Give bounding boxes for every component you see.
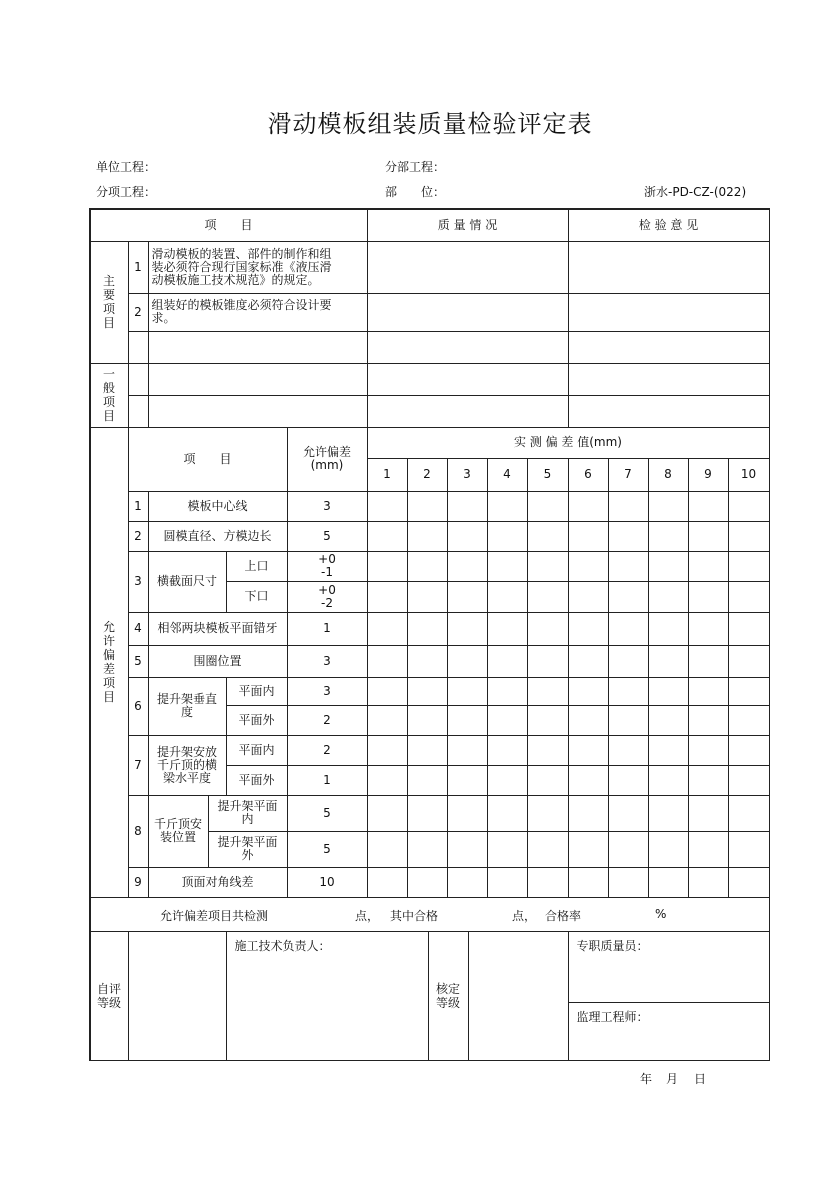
measured-value-cell[interactable] xyxy=(568,867,609,898)
tolerance-row-number: 2 xyxy=(128,521,149,552)
measured-value-cell[interactable] xyxy=(487,795,528,832)
measured-value-cell[interactable] xyxy=(527,677,569,706)
tolerance-item-header: 项 目 xyxy=(128,427,288,492)
measured-value-cell[interactable] xyxy=(487,491,528,522)
measured-value-cell[interactable] xyxy=(447,645,488,678)
general-item-text[interactable] xyxy=(148,363,368,396)
measured-value-cell[interactable] xyxy=(447,581,488,613)
measured-value-cell[interactable] xyxy=(568,581,609,613)
measure-column-number: 9 xyxy=(688,458,729,492)
main-item-text: 组装好的模板锥度必须符合设计要 求。 xyxy=(148,293,368,332)
quality-cell[interactable] xyxy=(367,331,569,364)
measured-value-cell[interactable] xyxy=(367,521,408,552)
measured-value-cell[interactable] xyxy=(728,795,770,832)
measured-value-cell[interactable] xyxy=(367,551,408,582)
measured-value-cell[interactable] xyxy=(407,795,448,832)
measured-value-cell[interactable] xyxy=(527,735,569,766)
measured-value-cell[interactable] xyxy=(688,795,729,832)
measured-value-cell[interactable] xyxy=(688,867,729,898)
measured-value-cell[interactable] xyxy=(608,765,649,796)
measured-value-cell[interactable] xyxy=(367,581,408,613)
measured-value-cell[interactable] xyxy=(487,521,528,552)
header-opinion: 检 验 意 见 xyxy=(568,209,770,242)
quality-cell[interactable] xyxy=(367,363,569,396)
measured-value-cell[interactable] xyxy=(568,677,609,706)
measured-value-cell[interactable] xyxy=(487,735,528,766)
tolerance-item-name: 横截面尺寸 xyxy=(148,551,227,613)
tolerance-subitem-name: 平面外 xyxy=(226,765,288,796)
measured-value-cell[interactable] xyxy=(728,735,770,766)
measure-column-number: 3 xyxy=(447,458,488,492)
measured-value-cell[interactable] xyxy=(407,735,448,766)
main-item-number xyxy=(128,331,149,364)
measured-value-cell[interactable] xyxy=(608,551,649,582)
measured-value-cell[interactable] xyxy=(608,867,649,898)
allowed-deviation-value: 1 xyxy=(287,765,368,796)
measured-value-cell[interactable] xyxy=(728,831,770,868)
measured-value-cell[interactable] xyxy=(407,491,448,522)
measured-value-cell[interactable] xyxy=(608,795,649,832)
measured-value-cell[interactable] xyxy=(568,645,609,678)
measure-column-number: 10 xyxy=(728,458,770,492)
measured-value-cell[interactable] xyxy=(568,521,609,552)
measured-value-cell[interactable] xyxy=(688,581,729,613)
general-item-number xyxy=(128,395,149,428)
measured-value-cell[interactable] xyxy=(608,581,649,613)
measured-value-cell[interactable] xyxy=(487,705,528,736)
tolerance-subitem-name: 提升架平面 外 xyxy=(208,831,288,868)
allowed-deviation-value: +0 -2 xyxy=(287,581,368,613)
measured-value-cell[interactable] xyxy=(648,795,689,832)
measured-value-cell[interactable] xyxy=(688,735,729,766)
tolerance-item-name: 提升架安放 千斤顶的横 梁水平度 xyxy=(148,735,227,796)
self-evaluation-grade[interactable] xyxy=(128,931,227,1061)
measured-value-cell[interactable] xyxy=(367,645,408,678)
measure-column-number: 5 xyxy=(527,458,569,492)
measured-value-cell[interactable] xyxy=(487,831,528,868)
measure-column-number: 2 xyxy=(407,458,448,492)
measured-value-cell[interactable] xyxy=(648,645,689,678)
tolerance-subitem-name: 下口 xyxy=(226,581,288,613)
measured-value-cell[interactable] xyxy=(527,645,569,678)
measured-value-cell[interactable] xyxy=(367,735,408,766)
tolerance-item-name: 模板中心线 xyxy=(148,491,288,522)
measured-value-cell[interactable] xyxy=(527,491,569,522)
measured-value-cell[interactable] xyxy=(487,645,528,678)
measured-value-cell[interactable] xyxy=(688,551,729,582)
main-item-text xyxy=(148,331,368,364)
unit-project-label: 单位工程： xyxy=(96,160,157,174)
measured-value-cell[interactable] xyxy=(407,521,448,552)
tolerance-subitem-name: 平面内 xyxy=(226,677,288,706)
measured-value-cell[interactable] xyxy=(527,867,569,898)
allowed-deviation-value: 1 xyxy=(287,612,368,646)
measured-value-cell[interactable] xyxy=(407,612,448,646)
measured-value-cell[interactable] xyxy=(527,705,569,736)
general-item-text[interactable] xyxy=(148,395,368,428)
measured-value-cell[interactable] xyxy=(407,645,448,678)
measured-value-cell[interactable] xyxy=(728,521,770,552)
measured-value-cell[interactable] xyxy=(648,581,689,613)
allowed-deviation-value: 2 xyxy=(287,705,368,736)
tolerance-subitem-name: 上口 xyxy=(226,551,288,582)
measured-value-cell[interactable] xyxy=(367,765,408,796)
measured-value-cell[interactable] xyxy=(728,705,770,736)
measured-value-cell[interactable] xyxy=(527,581,569,613)
form-code: 浙水-PD-CZ-(022) xyxy=(644,185,747,199)
measured-value-cell[interactable] xyxy=(688,645,729,678)
opinion-cell[interactable] xyxy=(568,363,770,396)
measured-value-cell[interactable] xyxy=(568,765,609,796)
measured-value-cell[interactable] xyxy=(527,831,569,868)
measured-value-cell[interactable] xyxy=(728,677,770,706)
measured-value-cell[interactable] xyxy=(608,612,649,646)
measured-value-cell[interactable] xyxy=(728,551,770,582)
tolerance-row-number: 9 xyxy=(128,867,149,898)
measured-value-cell[interactable] xyxy=(648,677,689,706)
summary-points-label: 点， xyxy=(512,909,537,923)
tolerance-item-name: 圆模直径、方模边长 xyxy=(148,521,288,552)
measured-value-cell[interactable] xyxy=(648,831,689,868)
measured-value-cell[interactable] xyxy=(608,521,649,552)
allowed-deviation-value: 2 xyxy=(287,735,368,766)
main-item-number: 2 xyxy=(128,293,149,332)
measured-value-cell[interactable] xyxy=(407,705,448,736)
measured-value-cell[interactable] xyxy=(487,867,528,898)
measured-value-cell[interactable] xyxy=(447,521,488,552)
tolerance-item-name: 围圈位置 xyxy=(148,645,288,678)
measured-value-cell[interactable] xyxy=(447,705,488,736)
measured-value-cell[interactable] xyxy=(608,735,649,766)
measured-value-cell[interactable] xyxy=(688,705,729,736)
measured-value-cell[interactable] xyxy=(447,551,488,582)
measured-value-cell[interactable] xyxy=(447,491,488,522)
measured-value-cell[interactable] xyxy=(728,491,770,522)
measured-value-cell[interactable] xyxy=(568,795,609,832)
measured-value-cell[interactable] xyxy=(487,581,528,613)
allowed-deviation-value: 3 xyxy=(287,645,368,678)
header-quality: 质 量 情 况 xyxy=(367,209,569,242)
allowed-deviation-value: 5 xyxy=(287,831,368,868)
date-day: 日 xyxy=(694,1072,707,1086)
measured-value-cell[interactable] xyxy=(407,581,448,613)
measured-value-cell[interactable] xyxy=(648,521,689,552)
measured-value-cell[interactable] xyxy=(447,867,488,898)
measured-value-cell[interactable] xyxy=(367,677,408,706)
measured-value-cell[interactable] xyxy=(568,735,609,766)
main-item-text: 滑动模板的装置、部件的制作和组 装必须符合现行国家标准《液压滑 动模板施工技术规范》的规定。 xyxy=(148,241,368,294)
measured-value-cell[interactable] xyxy=(608,677,649,706)
main-item-number: 1 xyxy=(128,241,149,294)
measured-value-cell[interactable] xyxy=(648,705,689,736)
measured-value-cell[interactable] xyxy=(447,677,488,706)
general-items-label: 一 般 项 目 xyxy=(90,363,129,428)
measured-value-cell[interactable] xyxy=(688,491,729,522)
summary-checked-label: 允许偏差项目共检测 xyxy=(160,909,269,923)
quality-officer-signature[interactable]: 专职质量员： xyxy=(568,931,770,1003)
measured-value-cell[interactable] xyxy=(648,867,689,898)
date-year: 年 xyxy=(640,1072,653,1086)
self-evaluation-label: 自评 等级 xyxy=(90,931,129,1061)
tolerance-row-number: 3 xyxy=(128,551,149,613)
tolerance-item-name: 千斤顶安 装位置 xyxy=(148,795,209,868)
measured-value-cell[interactable] xyxy=(487,612,528,646)
measured-value-cell[interactable] xyxy=(648,491,689,522)
summary-points-label: 点， xyxy=(355,909,380,923)
measured-value-cell[interactable] xyxy=(447,831,488,868)
measured-value-cell[interactable] xyxy=(367,831,408,868)
opinion-cell[interactable] xyxy=(568,395,770,428)
measured-value-cell[interactable] xyxy=(447,735,488,766)
measured-value-cell[interactable] xyxy=(568,705,609,736)
measured-value-cell[interactable] xyxy=(527,795,569,832)
opinion-cell[interactable] xyxy=(568,331,770,364)
measure-column-number: 8 xyxy=(648,458,689,492)
measured-value-cell[interactable] xyxy=(728,612,770,646)
main-items-label: 主 要 项 目 xyxy=(90,241,129,364)
measured-value-cell[interactable] xyxy=(728,645,770,678)
opinion-cell[interactable] xyxy=(568,241,770,294)
quality-cell[interactable] xyxy=(367,241,569,294)
measured-value-cell[interactable] xyxy=(407,867,448,898)
general-item-number xyxy=(128,363,149,396)
measured-value-cell[interactable] xyxy=(447,795,488,832)
tolerance-item-name: 相邻两块模板平面错牙 xyxy=(148,612,288,646)
measured-deviation-header: 实 测 偏 差 值(mm) xyxy=(367,427,770,459)
measured-value-cell[interactable] xyxy=(608,645,649,678)
measured-value-cell[interactable] xyxy=(407,677,448,706)
tolerance-subitem-name: 平面内 xyxy=(226,735,288,766)
measured-value-cell[interactable] xyxy=(407,765,448,796)
allowed-deviation-value: 3 xyxy=(287,677,368,706)
measured-value-cell[interactable] xyxy=(728,765,770,796)
measured-value-cell[interactable] xyxy=(367,795,408,832)
measured-value-cell[interactable] xyxy=(648,551,689,582)
measured-value-cell[interactable] xyxy=(527,521,569,552)
measured-value-cell[interactable] xyxy=(367,867,408,898)
measured-value-cell[interactable] xyxy=(688,765,729,796)
division-project-label: 分部工程： xyxy=(385,160,446,174)
measured-value-cell[interactable] xyxy=(688,677,729,706)
tolerance-row-number: 6 xyxy=(128,677,149,736)
measured-value-cell[interactable] xyxy=(487,677,528,706)
form-title: 滑动模板组装质量检验评定表 xyxy=(267,110,593,138)
measured-value-cell[interactable] xyxy=(568,831,609,868)
technical-lead-signature[interactable]: 施工技术负责人： xyxy=(226,931,429,1061)
measured-value-cell[interactable] xyxy=(608,491,649,522)
allowed-deviation-header: 允许偏差 (mm) xyxy=(287,427,368,492)
summary-passed-label: 其中合格 xyxy=(390,909,439,923)
measured-value-cell[interactable] xyxy=(487,551,528,582)
summary-percent-label: % xyxy=(655,907,667,921)
allowed-deviation-value: 5 xyxy=(287,521,368,552)
tolerance-item-name: 提升架垂直 度 xyxy=(148,677,227,736)
tolerance-row-number: 4 xyxy=(128,612,149,646)
measured-value-cell[interactable] xyxy=(367,705,408,736)
tolerance-items-label: 允 许 偏 差 项 目 xyxy=(90,427,129,898)
measured-value-cell[interactable] xyxy=(648,612,689,646)
supervisor-signature[interactable]: 监理工程师： xyxy=(568,1002,770,1061)
measure-column-number: 1 xyxy=(367,458,408,492)
measured-value-cell[interactable] xyxy=(688,831,729,868)
measured-value-cell[interactable] xyxy=(688,612,729,646)
measured-value-cell[interactable] xyxy=(407,551,448,582)
date-month: 月 xyxy=(666,1072,679,1086)
measured-value-cell[interactable] xyxy=(648,765,689,796)
measured-value-cell[interactable] xyxy=(688,521,729,552)
summary-rate-label: 合格率 xyxy=(545,909,582,923)
verified-grade[interactable] xyxy=(468,931,569,1061)
tolerance-subitem-name: 平面外 xyxy=(226,705,288,736)
allowed-deviation-value: 5 xyxy=(287,795,368,832)
header-item: 项 目 xyxy=(90,209,368,242)
measured-value-cell[interactable] xyxy=(407,831,448,868)
measured-value-cell[interactable] xyxy=(728,581,770,613)
measured-value-cell[interactable] xyxy=(568,491,609,522)
measured-value-cell[interactable] xyxy=(527,612,569,646)
verified-grade-label: 核定 等级 xyxy=(428,931,469,1061)
allowed-deviation-value: +0 -1 xyxy=(287,551,368,582)
allowed-deviation-value: 10 xyxy=(287,867,368,898)
allowed-deviation-value: 3 xyxy=(287,491,368,522)
measured-value-cell[interactable] xyxy=(527,551,569,582)
measured-value-cell[interactable] xyxy=(568,551,609,582)
measured-value-cell[interactable] xyxy=(447,765,488,796)
measure-column-number: 7 xyxy=(608,458,649,492)
measure-column-number: 6 xyxy=(568,458,609,492)
measured-value-cell[interactable] xyxy=(367,612,408,646)
tolerance-item-name: 顶面对角线差 xyxy=(148,867,288,898)
measured-value-cell[interactable] xyxy=(367,491,408,522)
quality-cell[interactable] xyxy=(367,395,569,428)
tolerance-subitem-name: 提升架平面 内 xyxy=(208,795,288,832)
measured-value-cell[interactable] xyxy=(648,735,689,766)
part-label: 部 位： xyxy=(385,185,446,199)
tolerance-row-number: 1 xyxy=(128,491,149,522)
quality-cell[interactable] xyxy=(367,293,569,332)
opinion-cell[interactable] xyxy=(568,293,770,332)
measure-column-number: 4 xyxy=(487,458,528,492)
measured-value-cell[interactable] xyxy=(487,765,528,796)
measured-value-cell[interactable] xyxy=(608,831,649,868)
measured-value-cell[interactable] xyxy=(728,867,770,898)
measured-value-cell[interactable] xyxy=(447,612,488,646)
tolerance-row-number: 7 xyxy=(128,735,149,796)
measured-value-cell[interactable] xyxy=(608,705,649,736)
tolerance-row-number: 8 xyxy=(128,795,149,868)
tolerance-row-number: 5 xyxy=(128,645,149,678)
measured-value-cell[interactable] xyxy=(568,612,609,646)
measured-value-cell[interactable] xyxy=(527,765,569,796)
subitem-project-label: 分项工程： xyxy=(96,185,157,199)
